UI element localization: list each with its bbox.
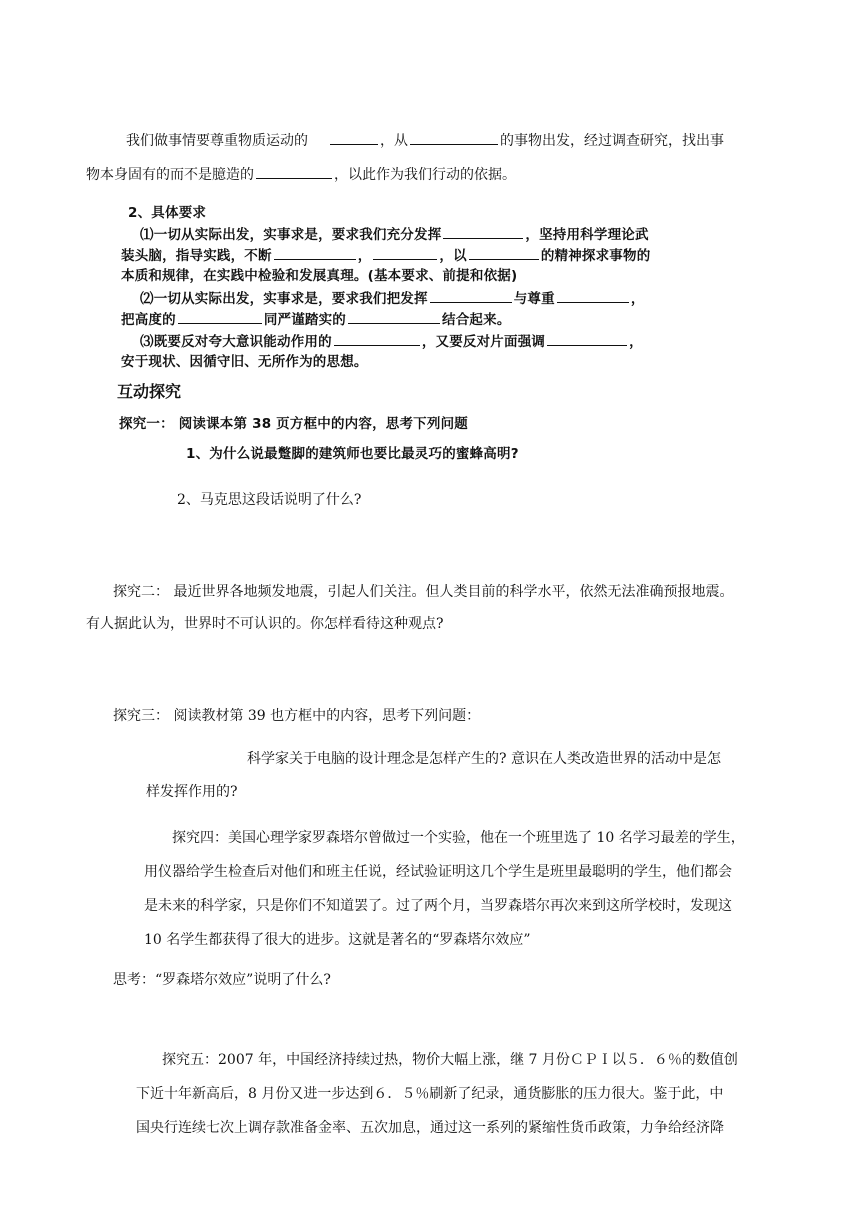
intro-text: 我们做事情要尊重物质运动的 bbox=[126, 133, 308, 149]
fill-blank bbox=[330, 130, 378, 145]
requirement-text: ，坚持用科学理论武 bbox=[525, 227, 649, 243]
requirement-text: 与尊重 bbox=[513, 291, 555, 307]
fill-blank bbox=[348, 309, 440, 324]
intro-text: ，以此作为我们行动的依据。 bbox=[334, 167, 516, 183]
requirement-text: 同严谨踏实的 bbox=[263, 312, 347, 328]
requirement-text: ⑴一切从实际出发，实事求是，要求我们充分发挥 bbox=[140, 227, 442, 243]
requirement-line bbox=[121, 245, 650, 266]
requirement-text: ， bbox=[357, 248, 372, 264]
exploration-5-line-2: 下近十年新高后，8 月份又进一步达到６．５％刷新了纪录，通货膨胀的压力很大。鉴于此，中 bbox=[136, 1086, 724, 1102]
intro-line-1 bbox=[126, 130, 724, 151]
intro-line-2 bbox=[86, 164, 516, 185]
exploration-4-line-4: 10 名学生都获得了很大的进步。这就是著名的“罗森塔尔效应” bbox=[144, 932, 531, 948]
exploration-1-question-1: 1、为什么说最蹩脚的建筑师也要比最灵巧的蜜蜂高明? bbox=[186, 446, 519, 462]
fill-blank bbox=[274, 245, 356, 260]
requirement-text: 把高度的 bbox=[121, 312, 176, 328]
fill-blank bbox=[334, 331, 420, 346]
requirement-line bbox=[121, 309, 511, 330]
exploration-3-question-line-2: 样发挥作用的? bbox=[146, 784, 238, 800]
fill-blank bbox=[557, 288, 629, 303]
fill-blank bbox=[256, 164, 332, 179]
requirement-line bbox=[140, 288, 645, 309]
requirement-text: ⑶既要反对夸大意识能动作用的 bbox=[140, 334, 332, 350]
requirement-text: ，以 bbox=[439, 248, 467, 264]
section-title: 互动探究 bbox=[117, 382, 182, 401]
intro-text: ，从 bbox=[380, 133, 408, 149]
fill-blank bbox=[373, 245, 437, 260]
requirement-line: 安于现状、因循守旧、无所作为的思想。 bbox=[121, 354, 368, 370]
exploration-4-line-2: 用仪器给学生检查后对他们和班主任说，经试验证明这几个学生是班里最聪明的学生，他们都会 bbox=[144, 864, 732, 880]
exploration-2-line-1: 探究二： 最近世界各地频发地震，引起人们关注。但人类目前的科学水平，依然无法准确预报地震。 bbox=[113, 584, 734, 600]
exploration-1: 探究一： 阅读课本第 38 页方框中的内容，思考下列问题 bbox=[119, 416, 468, 432]
requirement-text: 结合起来。 bbox=[442, 312, 511, 328]
exploration-5-line-3: 国央行连续七次上调存款准备金率、五次加息，通过这一系列的紧缩性货币政策，力争给经济降 bbox=[136, 1120, 724, 1136]
intro-text: 的事物出发，经过调查研究，找出事 bbox=[500, 133, 724, 149]
requirement-line bbox=[140, 224, 649, 245]
exploration-4-line-3: 是未来的科学家，只是你们不知道罢了。过了两个月，当罗森塔尔再次来到这所学校时，发现这 bbox=[144, 898, 732, 914]
requirements-title: 2、具体要求 bbox=[128, 205, 207, 221]
requirement-text: ，又要反对片面强调 bbox=[421, 334, 546, 350]
fill-blank bbox=[547, 331, 627, 346]
exploration-5-line-1: 探究五：2007 年，中国经济持续过热，物价大幅上涨，继 7 月份ＣＰＩ以５．６％的数值创 bbox=[162, 1052, 738, 1068]
fill-blank bbox=[430, 288, 512, 303]
exploration-3: 探究三： 阅读教材第 39 也方框中的内容，思考下列问题： bbox=[113, 708, 481, 724]
requirement-text: ， bbox=[630, 291, 645, 307]
fill-blank bbox=[469, 245, 539, 260]
fill-blank bbox=[410, 130, 498, 145]
exploration-1-question-2: 2、马克思这段话说明了什么? bbox=[177, 492, 362, 508]
requirement-text: ， bbox=[629, 334, 643, 350]
requirement-text: 装头脑，指导实践，不断 bbox=[121, 248, 272, 264]
exploration-3-question-line-1: 科学家关于电脑的设计理念是怎样产生的? 意识在人类改造世界的活动中是怎 bbox=[247, 751, 721, 767]
exploration-2-line-2: 有人据此认为，世界时不可认识的。你怎样看待这种观点? bbox=[86, 616, 444, 632]
fill-blank bbox=[443, 224, 523, 239]
requirement-line: 本质和规律，在实践中检验和发展真理。(基本要求、前提和依据) bbox=[121, 268, 518, 284]
requirement-text: 的精神探求事物的 bbox=[540, 248, 651, 264]
requirement-line bbox=[140, 331, 643, 352]
exploration-4-line-1: 探究四：美国心理学家罗森塔尔曾做过一个实验，他在一个班里选了 10 名学习最差的学生， bbox=[172, 830, 745, 846]
fill-blank bbox=[178, 309, 262, 324]
intro-text: 物本身固有的而不是臆造的 bbox=[86, 167, 254, 183]
exploration-4-think: 思考：“罗森塔尔效应”说明了什么? bbox=[113, 972, 331, 988]
requirement-text: ⑵一切从实际出发，实事求是，要求我们把发挥 bbox=[140, 291, 428, 307]
